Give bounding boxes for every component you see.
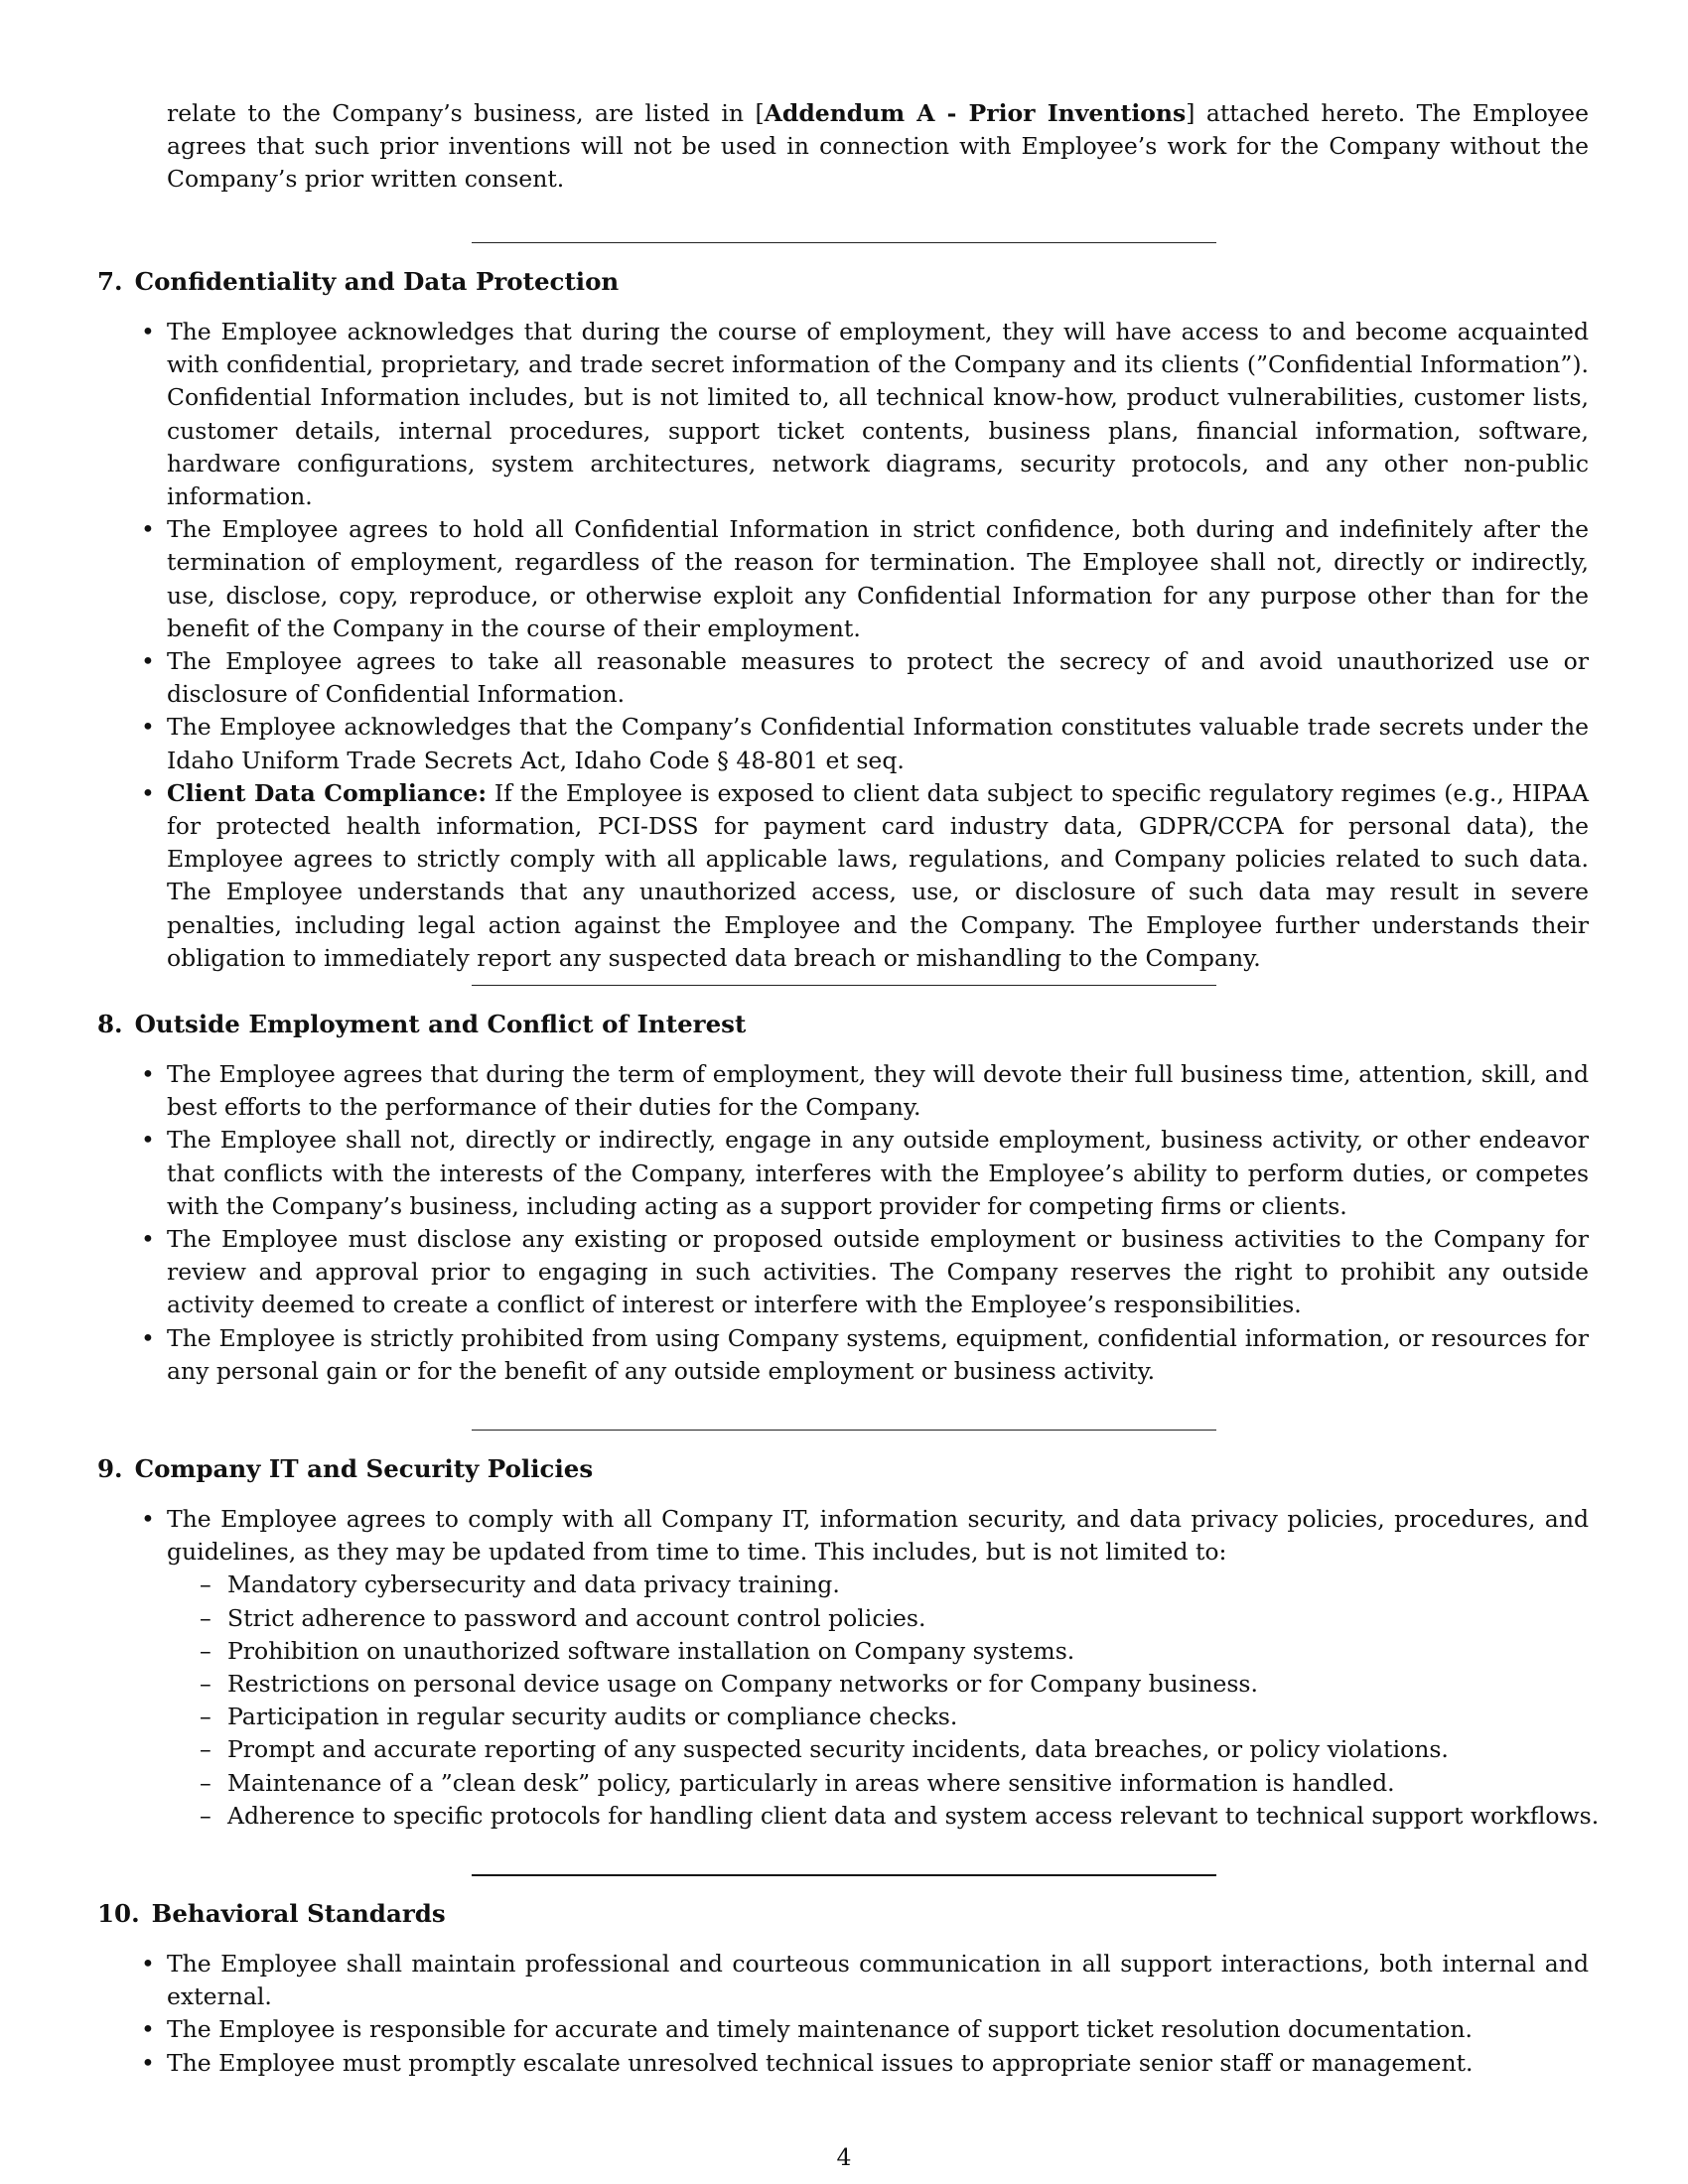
section-title: Outside Employment and Conflict of Interest: [134, 1010, 747, 1038]
section-7-list: [167, 316, 1589, 975]
list-item: • The Employee acknowledges that during the course of employment, they will have access to and become acquainted with confidential, proprietary, and trade secret information of the Company and its clients (”Confidential Information”). Confidential Information includes, but is not limited to, all technical know-how, product vulnerabilities, customer lists, customer details, internal procedures, support ticket contents, business plans, financial information, software, hardware configurations, system architectures, network diagrams, security protocols, and any other non-public information.: [167, 316, 1589, 513]
sub-list-item: – Participation in regular security audits or compliance checks.: [227, 1701, 1589, 1733]
addendum-reference: Addendum A - Prior Inventions: [764, 99, 1187, 127]
list-item: [167, 1503, 1600, 1833]
list-item: • The Employee shall maintain professional and courteous communication in all support interactions, both internal and external.: [167, 1948, 1589, 2013]
client-data-lead: Client Data Compliance:: [167, 778, 488, 807]
sub-list-item: – Restrictions on personal device usage on Company networks or for Company business.: [227, 1668, 1589, 1701]
sub-list-item: – Strict adherence to password and account control policies.: [227, 1602, 1589, 1635]
sub-list-item: – Prohibition on unauthorized software installation on Company systems.: [227, 1635, 1589, 1668]
intro-text-after: ] attached hereto. The Employee agrees that such prior inventions will not be used in connection with Employee’s work for the Company without the Company’s prior written consent.: [167, 99, 1589, 194]
section-divider: [472, 242, 1216, 243]
it-policy-intro: The Employee agrees to comply with all Company IT, information security, and data privacy policies, procedures, and guidelines, as they may be updated from time to time. This includes, but is not limited to:: [167, 1505, 1589, 1567]
section-divider: [472, 1874, 1216, 1876]
section-title: Confidentiality and Data Protection: [134, 267, 620, 296]
section-title: Behavioral Standards: [151, 1899, 446, 1928]
list-item: • The Employee must disclose any existing or proposed outside employment or business activities to the Company for review and approval prior to engaging in such activities. The Company reserves the right to prohibit any outside activity deemed to create a conflict of interest or interfere with the Employee’s responsibilities.: [167, 1223, 1589, 1322]
list-item: • The Employee acknowledges that the Company’s Confidential Information constitutes valuable trade secrets under the Idaho Uniform Trade Secrets Act, Idaho Code § 48-801 et seq.: [167, 711, 1589, 776]
section-number: 8.: [97, 1010, 123, 1038]
section-8-list: [167, 1058, 1589, 1388]
section-number: 7.: [97, 267, 123, 296]
list-item: • The Employee is responsible for accurate and timely maintenance of support ticket resolution documentation.: [167, 2013, 1589, 2046]
section-9-heading: [97, 1453, 593, 1485]
section-number: 10.: [97, 1899, 140, 1928]
list-item: • The Employee must promptly escalate unresolved technical issues to appropriate senior staff or management.: [167, 2047, 1589, 2080]
section-9-list: [167, 1503, 1600, 1833]
sub-list-item: – Prompt and accurate reporting of any suspected security incidents, data breaches, or policy violations.: [227, 1733, 1589, 1766]
intro-text-before: relate to the Company’s business, are listed in [: [167, 99, 765, 127]
section-title: Company IT and Security Policies: [134, 1454, 594, 1483]
list-item-client-data: [167, 777, 1589, 975]
sub-list-item: – Adherence to specific protocols for handling client data and system access relevant to technical support workflows.: [227, 1800, 1589, 1833]
list-item: • The Employee shall not, directly or indirectly, engage in any outside employment, business activity, or other endeavor that conflicts with the interests of the Company, interferes with the Employee’s ability to perform duties, or competes with the Company’s business, including acting as a support provider for competing firms or clients.: [167, 1124, 1589, 1223]
section-number: 9.: [97, 1454, 123, 1483]
section-10-heading: [97, 1898, 446, 1930]
list-item: • The Employee agrees to take all reasonable measures to protect the secrecy of and avoid unauthorized use or disclosure of Confidential Information.: [167, 645, 1589, 711]
section-8-heading: [97, 1009, 746, 1040]
client-data-text: If the Employee is exposed to client data subject to specific regulatory regimes (e.g., HIPAA for protected health information, PCI-DSS for payment card industry data, GDPR/CCPA for personal data), the Employee agrees to strictly comply with all applicable laws, regulations, and Company policies related to such data. The Employee understands that any unauthorized access, use, or disclosure of such data may result in severe penalties, including legal action against the Employee and the Company. The Employee further understands their obligation to immediately report any suspected data breach or mishandling to the Company.: [167, 778, 1590, 972]
sub-list-item: – Maintenance of a ”clean desk” policy, particularly in areas where sensitive information is handled.: [227, 1767, 1589, 1800]
section-7-heading: [97, 266, 619, 298]
page-number: 4: [836, 2143, 852, 2171]
list-item: • The Employee agrees to hold all Confidential Information in strict confidence, both during and indefinitely after the termination of employment, regardless of the reason for termination. The Employee shall not, directly or indirectly, use, disclose, copy, reproduce, or otherwise exploit any Confidential Information for any purpose other than for the benefit of the Company in the course of their employment.: [167, 513, 1589, 645]
section-divider: [472, 985, 1216, 986]
section-divider: [472, 1430, 1216, 1431]
list-item: • The Employee agrees that during the term of employment, they will devote their full business time, attention, skill, and best efforts to the performance of their duties for the Company.: [167, 1058, 1589, 1124]
it-policy-sublist: [167, 1569, 1600, 1833]
sub-list-item: – Mandatory cybersecurity and data privacy training.: [227, 1569, 1589, 1601]
list-item: • The Employee is strictly prohibited from using Company systems, equipment, confidential information, or resources for any personal gain or for the benefit of any outside employment or business activity.: [167, 1322, 1589, 1388]
intro-paragraph: [167, 97, 1589, 197]
section-10-list: [167, 1948, 1589, 2080]
